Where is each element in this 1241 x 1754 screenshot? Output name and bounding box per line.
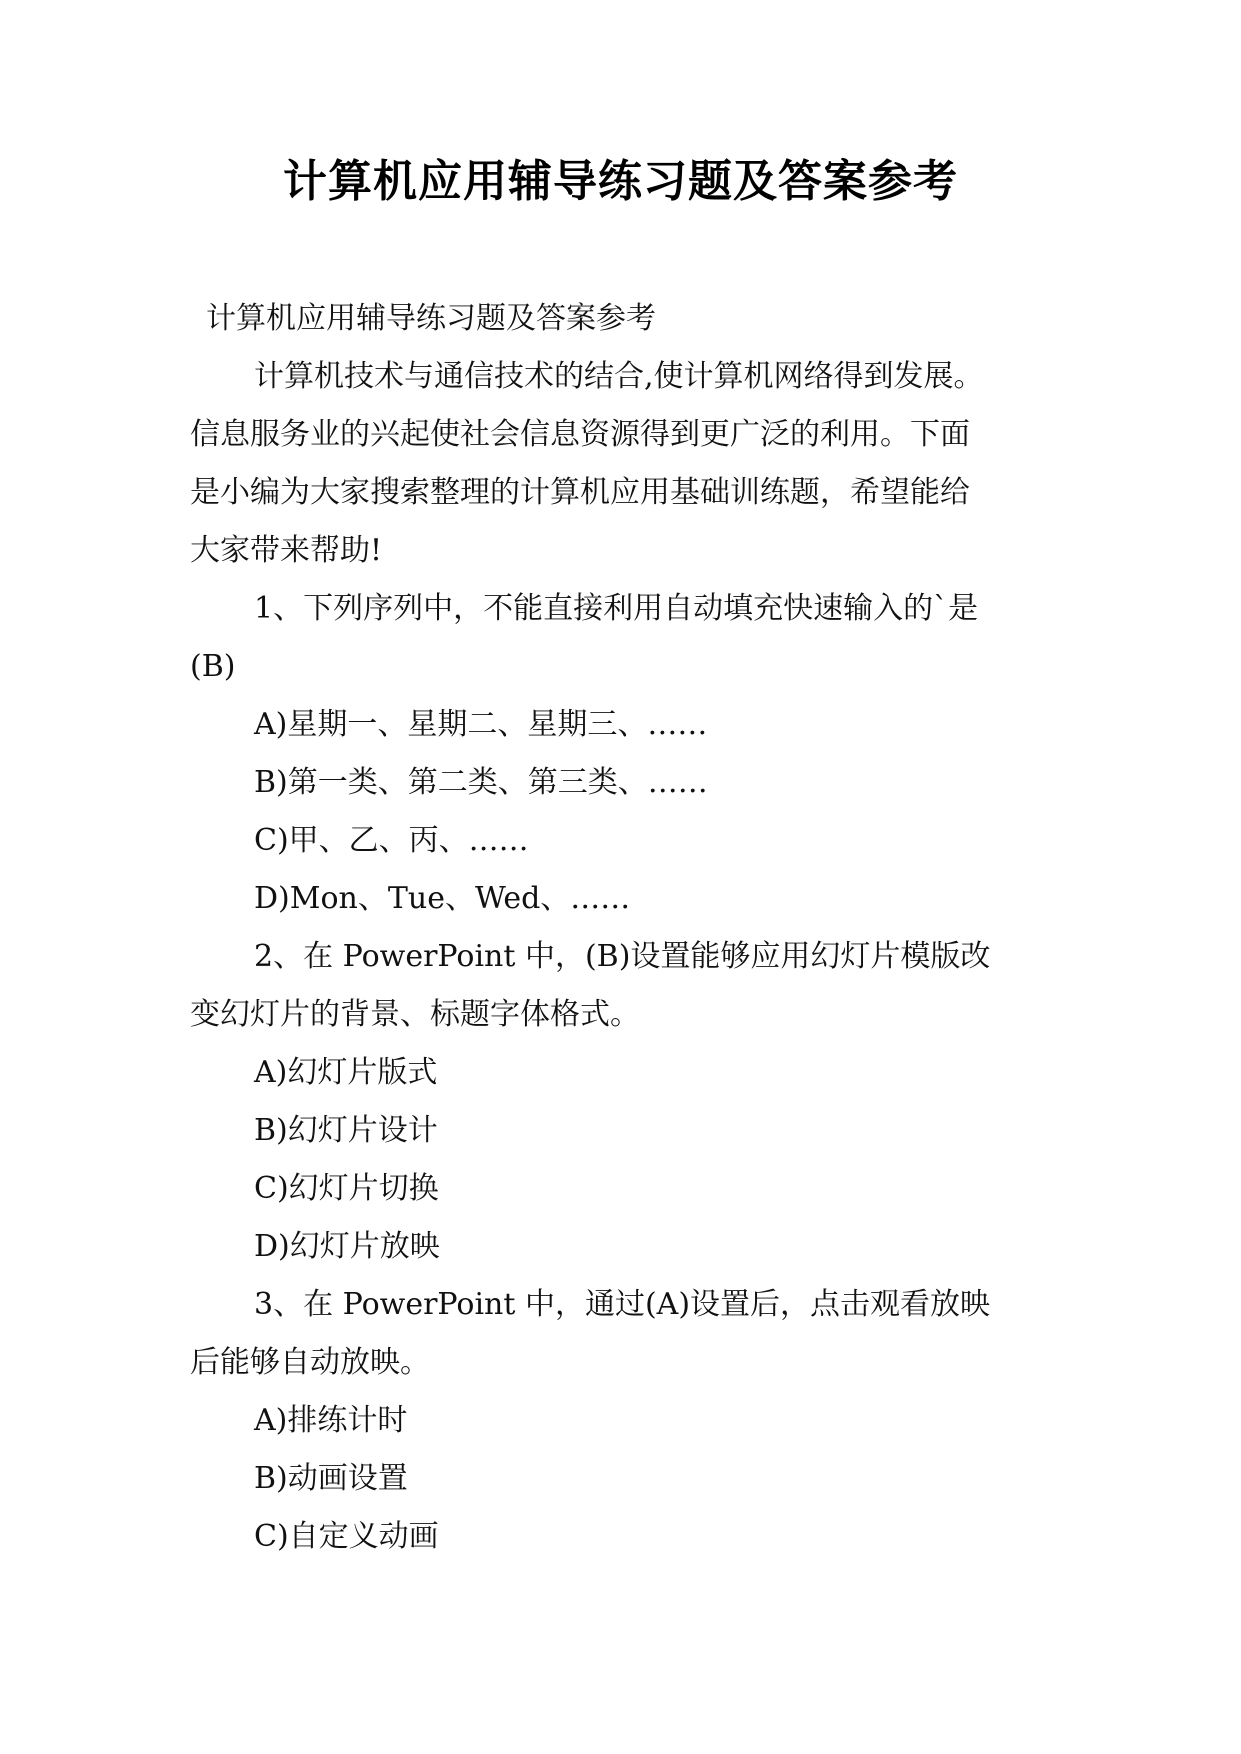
intro-line: 大家带来帮助! [190, 533, 383, 568]
question-stem: 后能够自动放映。 [190, 1345, 430, 1380]
document-body [190, 290, 1060, 1566]
intro-line: 是小编为大家搜索整理的计算机应用基础训练题，希望能给 [190, 475, 970, 510]
document-subtitle: 计算机应用辅导练习题及答案参考 [206, 301, 656, 336]
document-title: 计算机应用辅导练习题及答案参考 [283, 156, 958, 207]
question-option: C)自定义动画 [254, 1519, 439, 1554]
question-stem: 变幻灯片的背景、标题字体格式。 [190, 997, 640, 1032]
question-option: B)幻灯片设计 [254, 1113, 438, 1148]
question-stem: 1、下列序列中，不能直接利用自动填充快速输入的`是 [254, 591, 979, 626]
question-option: B)第一类、第二类、第三类、…… [254, 765, 708, 800]
question-option: C)甲、乙、丙、…… [254, 823, 529, 858]
question-option: D)幻灯片放映 [254, 1229, 440, 1264]
question-option: B)动画设置 [254, 1461, 408, 1496]
question-option: A)排练计时 [254, 1403, 408, 1438]
question-option: A)星期一、星期二、星期三、…… [254, 707, 708, 742]
question-stem: 3、在 PowerPoint 中，通过(A)设置后，点击观看放映 [254, 1287, 991, 1322]
intro-line: 信息服务业的兴起使社会信息资源得到更广泛的利用。下面 [190, 417, 970, 452]
question-option: C)幻灯片切换 [254, 1171, 439, 1206]
question-option: A)幻灯片版式 [254, 1055, 438, 1090]
question-stem: (B) [190, 649, 236, 684]
question-option: D)Mon、Tue、Wed、…… [254, 881, 631, 916]
question-stem: 2、在 PowerPoint 中，(B)设置能够应用幻灯片模版改 [254, 939, 991, 974]
intro-line: 计算机技术与通信技术的结合,使计算机网络得到发展。 [254, 359, 984, 394]
